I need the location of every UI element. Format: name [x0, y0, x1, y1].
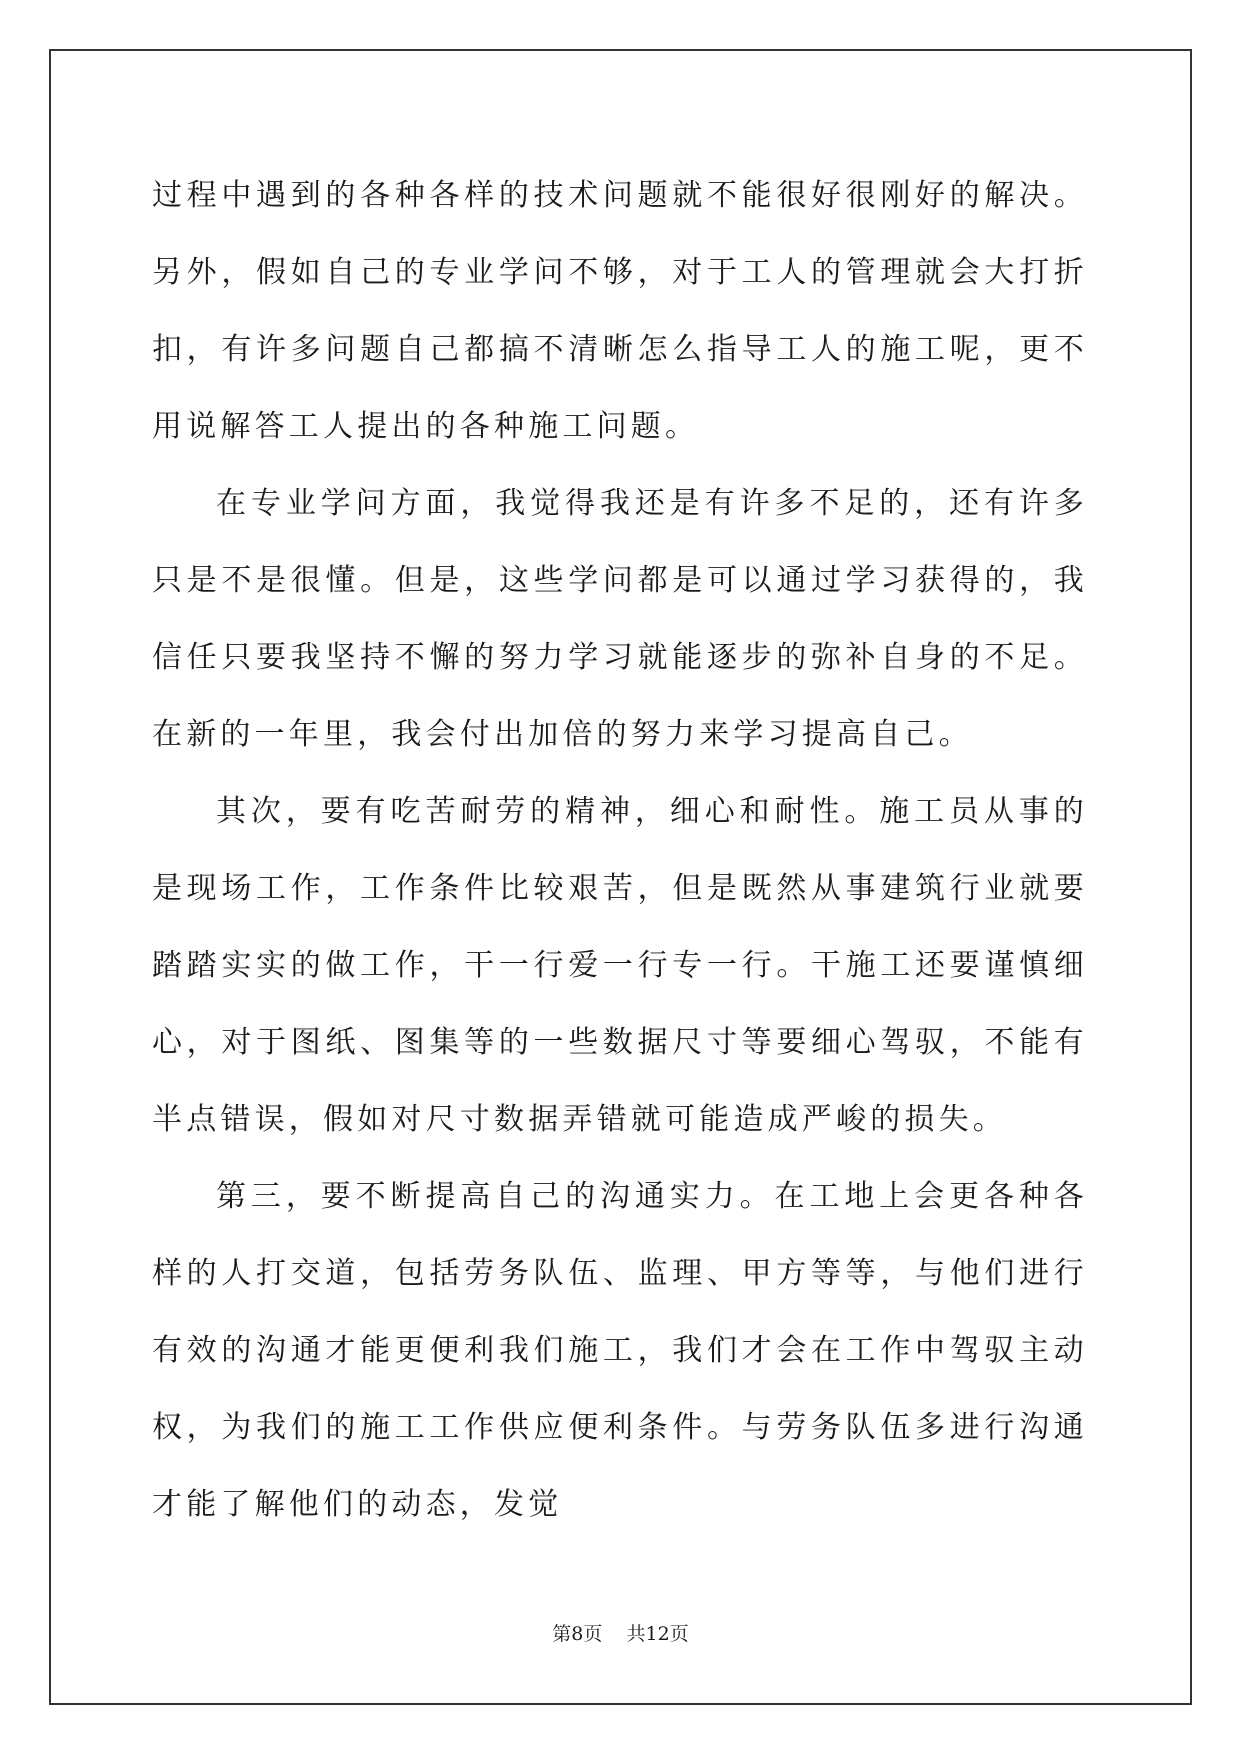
- document-body: [152, 157, 1088, 1543]
- paragraph-4: 第三，要不断提高自己的沟通实力。在工地上会更各种各样的人打交道，包括劳务队伍、监理、甲方等等，与他们进行有效的沟通才能更便利我们施工，我们才会在工作中驾驭主动权，为我们的施工工作供应便利条件。与劳务队伍多进行沟通才能了解他们的动态，发觉: [152, 1179, 1088, 1522]
- page-footer: 第8页 共12页: [552, 1623, 689, 1645]
- paragraph-2: 在专业学问方面，我觉得我还是有许多不足的，还有许多只是不是很懂。但是，这些学问都是可以通过学习获得的，我信任只要我坚持不懈的努力学习就能逐步的弥补自身的不足。在新的一年里，我会付出加倍的努力来学习提高自己。: [152, 486, 1088, 752]
- paragraph-3: 其次，要有吃苦耐劳的精神，细心和耐性。施工员从事的是现场工作，工作条件比较艰苦，但是既然从事建筑行业就要踏踏实实的做工作，干一行爱一行专一行。干施工还要谨慎细心，对于图纸、图集等的一些数据尺寸等要细心驾驭，不能有半点错误，假如对尺寸数据弄错就可能造成严峻的损失。: [152, 794, 1088, 1137]
- paragraph-1: 过程中遇到的各种各样的技术问题就不能很好很刚好的解决。另外，假如自己的专业学问不够，对于工人的管理就会大打折扣，有许多问题自己都搞不清晰怎么指导工人的施工呢，更不用说解答工人提出的各种施工问题。: [152, 178, 1088, 444]
